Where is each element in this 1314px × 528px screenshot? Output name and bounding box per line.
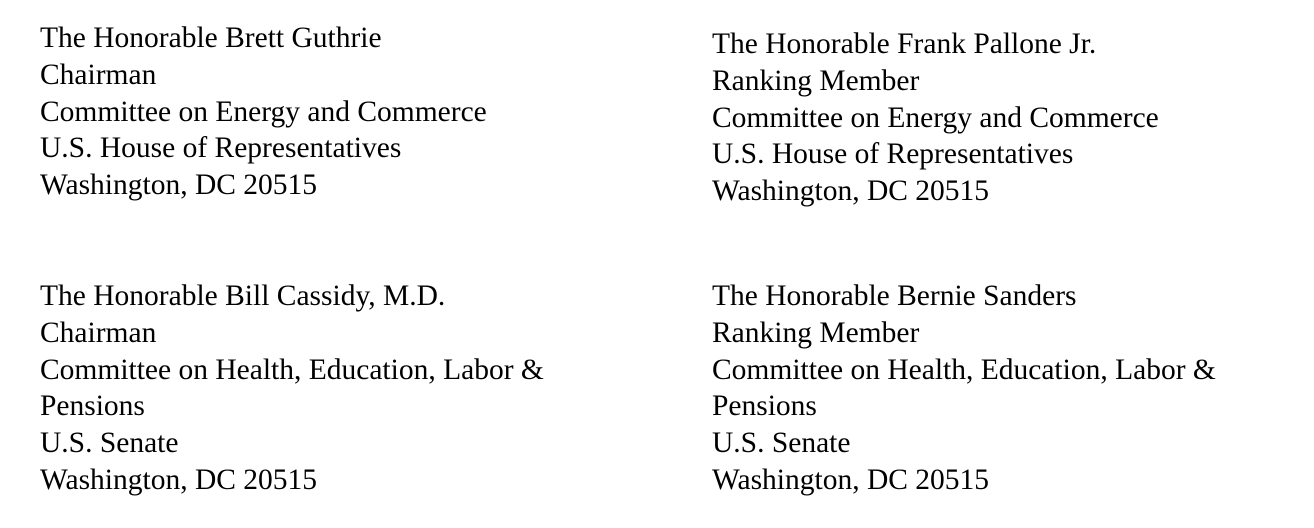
addressee-committee-line2: Pensions	[40, 390, 145, 423]
addressee-city: Washington, DC 20515	[40, 169, 318, 202]
addressee-title: Chairman	[40, 58, 157, 91]
addressee-name: The Honorable Brett Guthrie	[40, 22, 382, 54]
addressee-title: Chairman	[40, 316, 157, 349]
addressee-name: The Honorable Bernie Sanders	[712, 280, 1077, 312]
addressee-committee: Committee on Energy and Commerce	[712, 101, 1159, 134]
addressee-committee-line2: Pensions	[712, 390, 817, 423]
addressee-title: Ranking Member	[712, 316, 920, 349]
addressee-city: Washington, DC 20515	[712, 463, 990, 496]
addressee-city: Washington, DC 20515	[40, 463, 318, 496]
addressee-block-pallone	[712, 26, 1159, 210]
addressee-committee: Committee on Energy and Commerce	[40, 95, 487, 128]
addressee-block-guthrie	[40, 20, 487, 204]
addressee-title: Ranking Member	[712, 64, 920, 97]
addressee-chamber: U.S. House of Representatives	[40, 132, 402, 165]
addressee-block-sanders	[712, 278, 1216, 499]
addressee-chamber: U.S. House of Representatives	[712, 138, 1074, 171]
addressee-block-cassidy	[40, 278, 544, 499]
addressee-name: The Honorable Bill Cassidy, M.D.	[40, 280, 446, 312]
addressee-chamber: U.S. Senate	[712, 427, 851, 460]
addressee-committee-line1: Committee on Health, Education, Labor &	[712, 353, 1216, 386]
addressee-committee-line1: Committee on Health, Education, Labor &	[40, 353, 544, 386]
addressee-city: Washington, DC 20515	[712, 175, 990, 208]
addressee-chamber: U.S. Senate	[40, 427, 179, 460]
addressee-name: The Honorable Frank Pallone Jr.	[712, 28, 1097, 60]
